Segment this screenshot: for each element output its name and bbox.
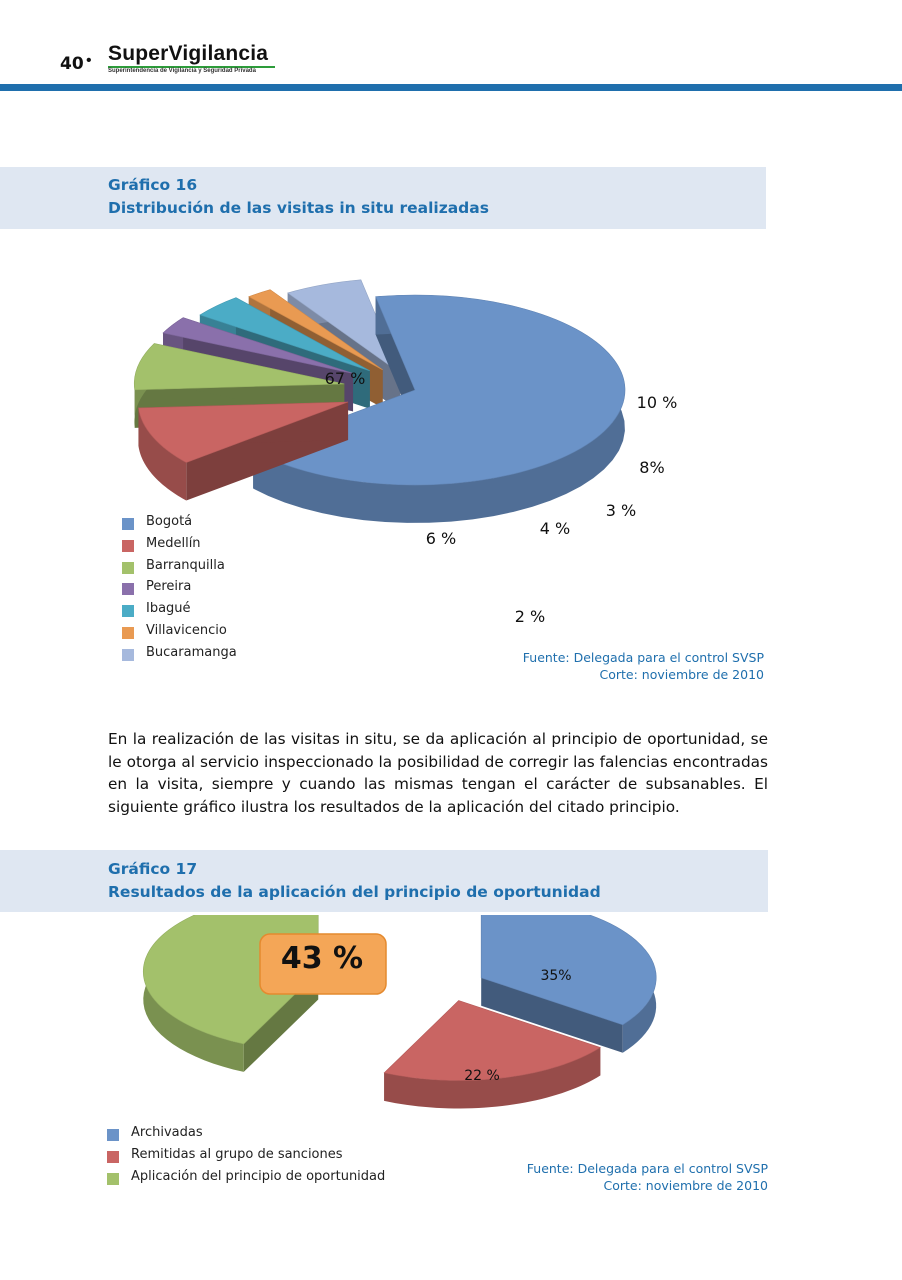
legend-label: Remitidas al grupo de sanciones xyxy=(131,1146,343,1162)
page-number: 40 xyxy=(60,54,84,74)
legend-swatch xyxy=(122,649,134,661)
chart17-pie xyxy=(0,915,902,1145)
chart17-title-band xyxy=(0,850,768,912)
data-label-aplicaci-n-del-principio-de-oportunidad: 43 % xyxy=(280,941,364,976)
legend-swatch xyxy=(107,1173,119,1185)
chart16-pie xyxy=(0,240,902,660)
data-label-remitidas-al-grupo-de-sanciones: 22 % xyxy=(464,1068,500,1084)
legend-swatch xyxy=(107,1151,119,1163)
data-label-ibagu-: 4 % xyxy=(539,519,571,538)
legend-label: Bogotá xyxy=(146,514,193,529)
legend-swatch xyxy=(122,583,134,595)
legend-label: Barranquilla xyxy=(146,557,225,573)
data-label-bogot-: 67 % xyxy=(324,369,366,388)
legend-swatch xyxy=(122,627,134,639)
legend-swatch xyxy=(107,1129,119,1141)
legend-swatch xyxy=(122,562,134,574)
chart16-heading: Gráfico 16 xyxy=(108,176,198,194)
legend-swatch xyxy=(122,518,134,530)
chart17-source-line1: Fuente: Delegada para el control SVSP xyxy=(526,1161,768,1176)
legend-label: Pereira xyxy=(146,579,192,595)
data-label-medell-n: 10 % xyxy=(636,393,678,412)
legend-label: Bucaramanga xyxy=(146,644,237,660)
legend-label: Ibagué xyxy=(146,601,191,617)
brand-subtitle: Superintendencia de Vigilancia y Seguridad Privada xyxy=(108,68,256,74)
page-header xyxy=(0,0,902,92)
chart17-source xyxy=(527,1160,768,1194)
header-rule xyxy=(0,84,902,91)
chart16-title-band xyxy=(0,167,766,229)
data-label-barranquilla: 8% xyxy=(639,458,665,477)
data-label-archivadas: 35% xyxy=(540,968,572,984)
chart16-subtitle: Distribución de las visitas in situ realizadas xyxy=(108,199,489,217)
legend-label: Medellín xyxy=(146,535,201,551)
header-bullet: • xyxy=(86,52,92,69)
chart17-heading: Gráfico 17 xyxy=(108,860,198,878)
legend-label: Aplicación del principio de oportunidad xyxy=(131,1168,386,1184)
legend-label: Villavicencio xyxy=(146,622,227,638)
chart16-source-line2: Corte: noviembre de 2010 xyxy=(599,667,764,682)
chart17-source-line2: Corte: noviembre de 2010 xyxy=(603,1178,768,1193)
legend-swatch xyxy=(122,540,134,552)
data-label-pereira: 3 % xyxy=(605,501,637,520)
chart17-subtitle: Resultados de la aplicación del principio de oportunidad xyxy=(108,883,601,901)
data-label-bucaramanga: 6 % xyxy=(425,529,457,548)
data-label-villavicencio: 2 % xyxy=(514,607,546,626)
chart16-source xyxy=(523,649,764,683)
brand-logo-text: SuperVigilancia xyxy=(108,42,269,65)
legend-label: Archivadas xyxy=(131,1125,203,1140)
body-paragraph: En la realización de las visitas in situ, se da aplicación al principio de oportunidad, se le otorga al servicio inspeccionado la posibilidad de corregir las falencias encontradas en la visita, siempre y cuando las mismas tengan el carácter de subsanables. El siguiente gráfico ilustra los resultados de la aplicación del citado principio. xyxy=(108,730,768,816)
chart16-source-line1: Fuente: Delegada para el control SVSP xyxy=(522,650,764,665)
legend-swatch xyxy=(122,605,134,617)
